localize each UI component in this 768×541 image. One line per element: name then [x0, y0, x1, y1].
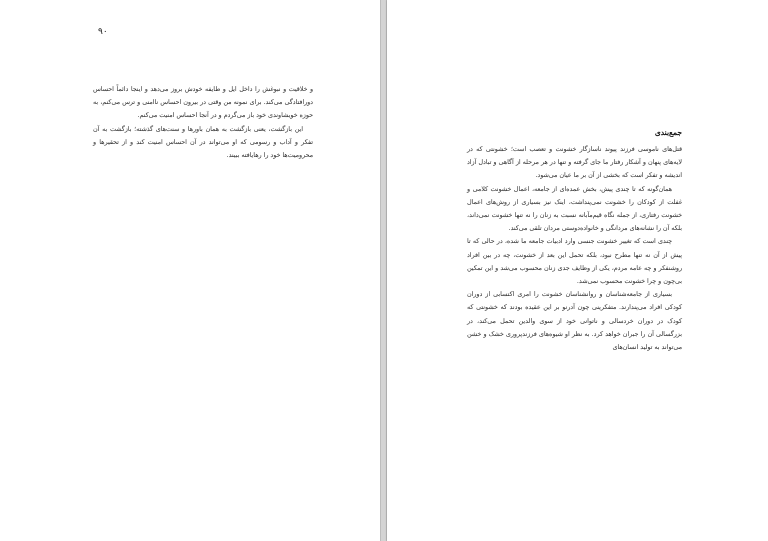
left-page [0, 0, 380, 541]
paragraph: و خلاقیت و نبوغش را داخل ایل و طایفه خودش بروز می‌دهد و اینجا دائماً احساس دورافتادگی می‌کند. برای نمونه من وقتی در بیرون احساس ناامنی و ترس می‌کنم، به حوزه خویشاوندی خود باز می‌گردم و در آنجا احساس امنیت می‌کنم. [93, 86, 313, 120]
right-page-body [467, 143, 682, 354]
paragraph: چندی است که تغییر خشونت جنسی وارد ادبیات جامعه ما شده، در حالی که تا پیش از آن نه تنها مطرح نبود، بلکه تحمل این بعد از خشونت، چه در بین افراد روشنفکر و چه عامه مردم، یکی از وظایف جدی زنان محسوب می‌شد و این تمکین بی‌چون و چرا خشونت محسوب نمی‌شد. [467, 238, 682, 286]
paragraph: قتل‌های ناموسی فرزند پیوند ناسازگار خشونت و تعصب است؛ خشونتی که در لایه‌های پنهان و آشکار رفتار ما جای گرفته و تنها در هر مرحله از آگاهی و تبادل آزاد اندیشه و تفکر است که بخشی از آن بر ما عیان می‌شود. [467, 146, 682, 180]
paragraph: این بازگشت، یعنی بازگشت به همان باورها و سنت‌های گذشته؛ بازگشت به آن تفکر و آداب و رسومی که او می‌تواند در آن احساس امنیت کند و از تحقیرها و محرومیت‌ها خود را رهایافته ببیند. [93, 125, 313, 160]
right-page [387, 0, 768, 541]
section-heading: جمع‌بندی [654, 128, 682, 137]
paragraph: بسیاری از جامعه‌شناسان و روانشناسان خشونت را امری اکتسابی از دوران کودکی افراد می‌پندارند. متفکرینی چون آدرنو بر این عقیده بودند که خشونتی که کودک در دوران خردسالی و ناتوانی خود از سوی والدین تحمل می‌کند، در بزرگسالی آن را جبران خواهد کرد. به نظر او شیوه‌های فرزندپروری خشک و خشن می‌تواند به تولید انسان‌های [467, 291, 682, 352]
paragraph: همان‌گونه که تا چندی پیش، بخش عمده‌ای از جامعه، اعمال خشونت کلامی و غفلت از کودکان را خشونت نمی‌پنداشت، اینک نیز بسیاری از روش‌های اعمال خشونت رفتاری، از جمله نگاه قیم‌مآبانه نسبت به زنان را نه تنها خشونت نمی‌داند، بلکه آن را نشانه‌های مردانگی و خانواده‌دوستی مردان تلقی می‌کند. [467, 185, 682, 233]
page-number: ۹۰ [98, 27, 108, 37]
page-gutter-divider [380, 0, 387, 541]
left-page-body [93, 83, 313, 162]
